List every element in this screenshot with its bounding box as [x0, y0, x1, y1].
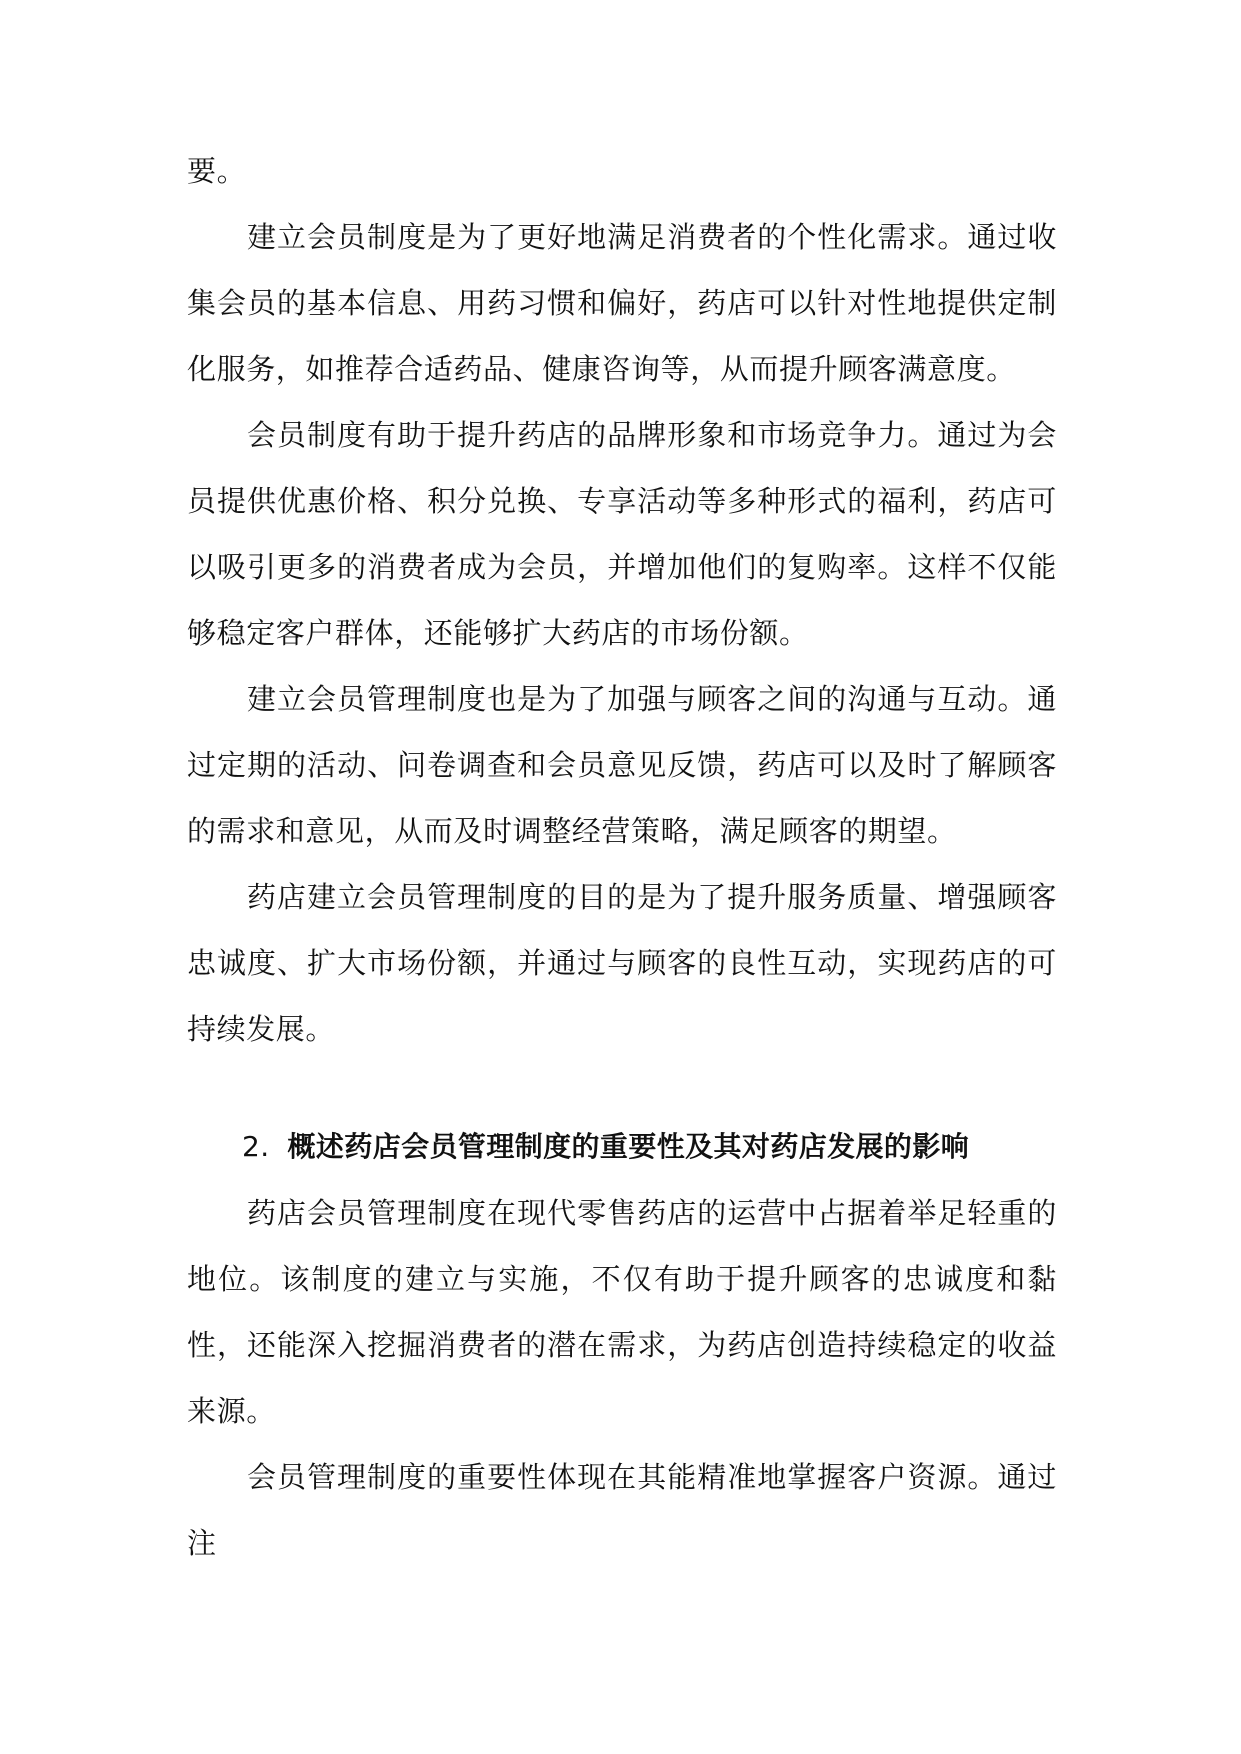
paragraph-personalized-needs: 建立会员制度是为了更好地满足消费者的个性化需求。通过收集会员的基本信息、用药习惯和偏好，药店可以针对性地提供定制化服务，如推荐合适药品、健康咨询等，从而提升顾客满意度。: [187, 220, 1057, 386]
paragraph-brand-image: 会员制度有助于提升药店的品牌形象和市场竞争力。通过为会员提供优惠价格、积分兑换、专享活动等多种形式的福利，药店可以吸引更多的消费者成为会员，并增加他们的复购率。这样不仅能够稳定客户群体，还能够扩大药店的市场份额。: [187, 418, 1057, 650]
section-heading: [187, 1114, 1057, 1180]
paragraph-purpose-summary: 药店建立会员管理制度的目的是为了提升服务质量、增强顾客忠诚度、扩大市场份额，并通过与顾客的良性互动，实现药店的可持续发展。: [187, 880, 1057, 1046]
paragraph-continuation: 要。: [187, 154, 247, 188]
paragraph-importance-overview: 药店会员管理制度在现代零售药店的运营中占据着举足轻重的地位。该制度的建立与实施，不仅有助于提升顾客的忠诚度和黏性，还能深入挖掘消费者的潜在需求，为药店创造持续稳定的收益来源。: [187, 1196, 1057, 1428]
document-body: [187, 138, 1057, 1576]
section-title: 概述药店会员管理制度的重要性及其对药店发展的影响: [287, 1130, 970, 1163]
paragraph-communication: 建立会员管理制度也是为了加强与顾客之间的沟通与互动。通过定期的活动、问卷调查和会员意见反馈，药店可以及时了解顾客的需求和意见，从而及时调整经营策略，满足顾客的期望。: [187, 682, 1057, 848]
section-number: 2.: [242, 1130, 270, 1163]
paragraph-customer-resources: 会员管理制度的重要性体现在其能精准地掌握客户资源。通过注: [187, 1460, 1057, 1560]
